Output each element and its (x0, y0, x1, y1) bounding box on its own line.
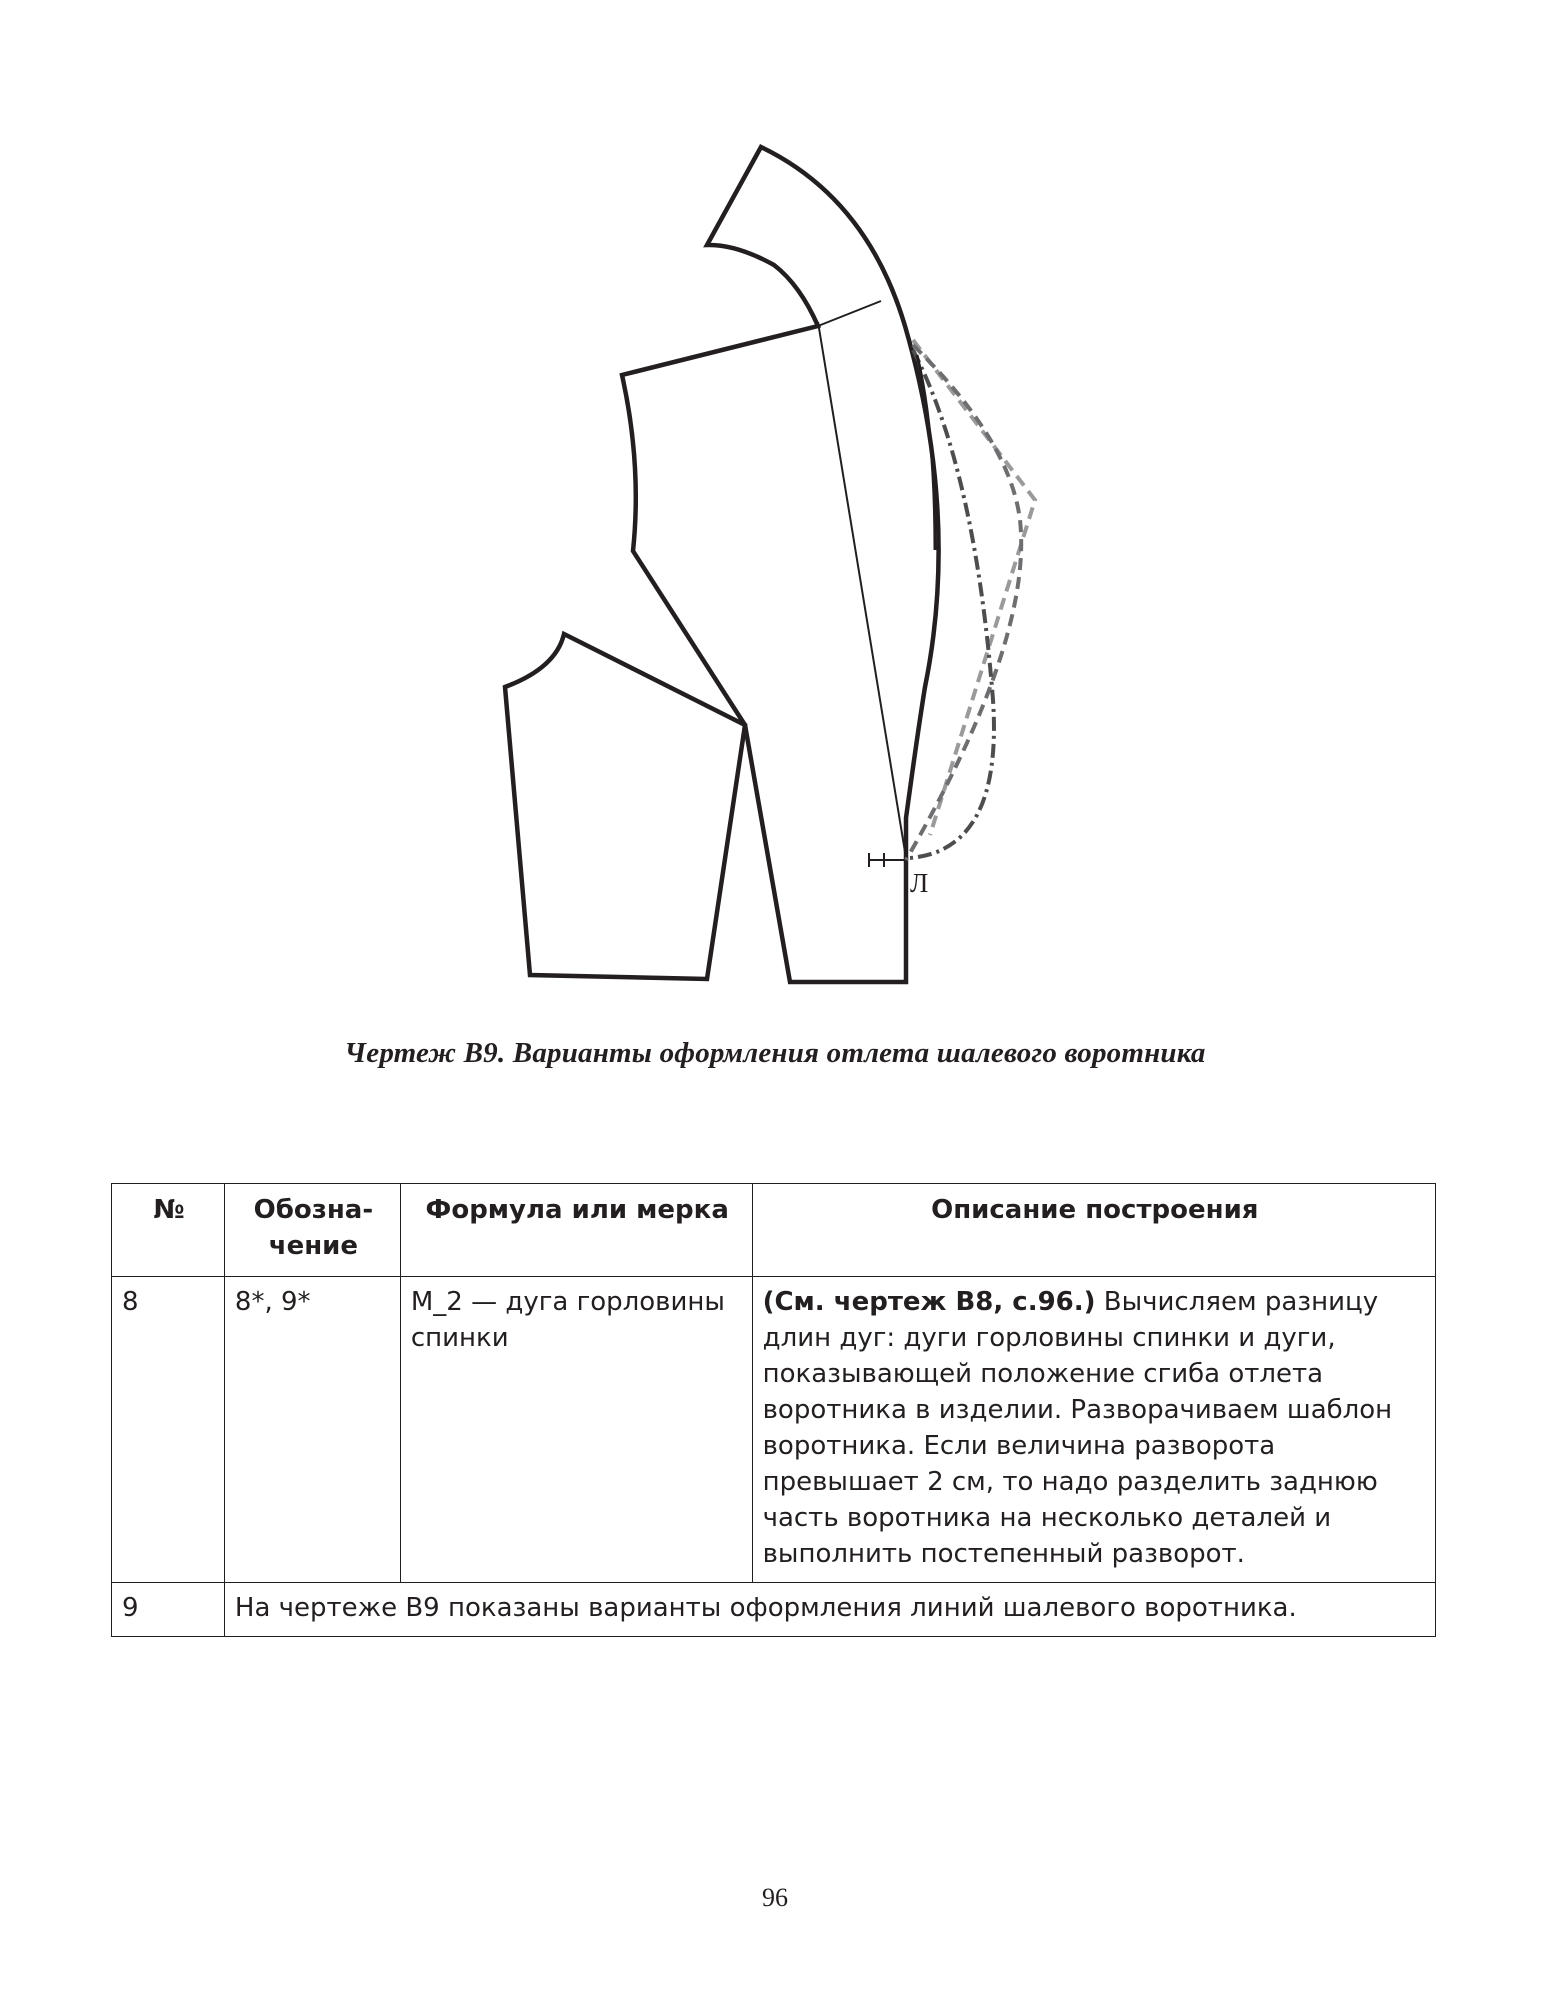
table-row (112, 1583, 1436, 1637)
header-num: № (112, 1184, 225, 1277)
front-panel-outline (622, 147, 939, 982)
cell-description (752, 1277, 1435, 1583)
figure-caption: Чертеж В9. Варианты оформления отлета шалевого воротника (344, 1037, 1206, 1069)
point-label-l: Л (910, 868, 929, 898)
header-designation: Обозна-чение (224, 1184, 400, 1277)
construction-line-horizontal (818, 301, 881, 326)
table-header-row (112, 1184, 1436, 1277)
cell-description: На чертеже В9 показаны варианты оформления линий шалевого воротника. (224, 1583, 1435, 1637)
description-reference: (См. чертеж В8, с.96.) (762, 1287, 1096, 1317)
cell-formula: М_2 — дуга горловины спинки (400, 1277, 752, 1583)
cell-designation: 8*, 9* (224, 1277, 400, 1583)
construction-table (111, 1183, 1436, 1637)
page-number: 96 (762, 1883, 788, 1912)
table-row (112, 1277, 1436, 1583)
construction-line-diagonal (818, 322, 906, 858)
header-description: Описание построения (752, 1184, 1435, 1277)
cell-num: 8 (112, 1277, 225, 1583)
description-text: Вычисляем разницу длин дуг: дуги горловины спинки и дуги, показывающей положение сгиба отлета воротника в изделии. Разворачиваем шаблон воротника. Если величина разворота превышает 2 см, то надо разделить заднюю часть воротника на несколько деталей и выполнить постепенный разворот. (762, 1287, 1393, 1569)
shoulder-piece-outline (505, 634, 745, 979)
cell-num: 9 (112, 1583, 225, 1637)
header-formula: Формула или мерка (400, 1184, 752, 1277)
